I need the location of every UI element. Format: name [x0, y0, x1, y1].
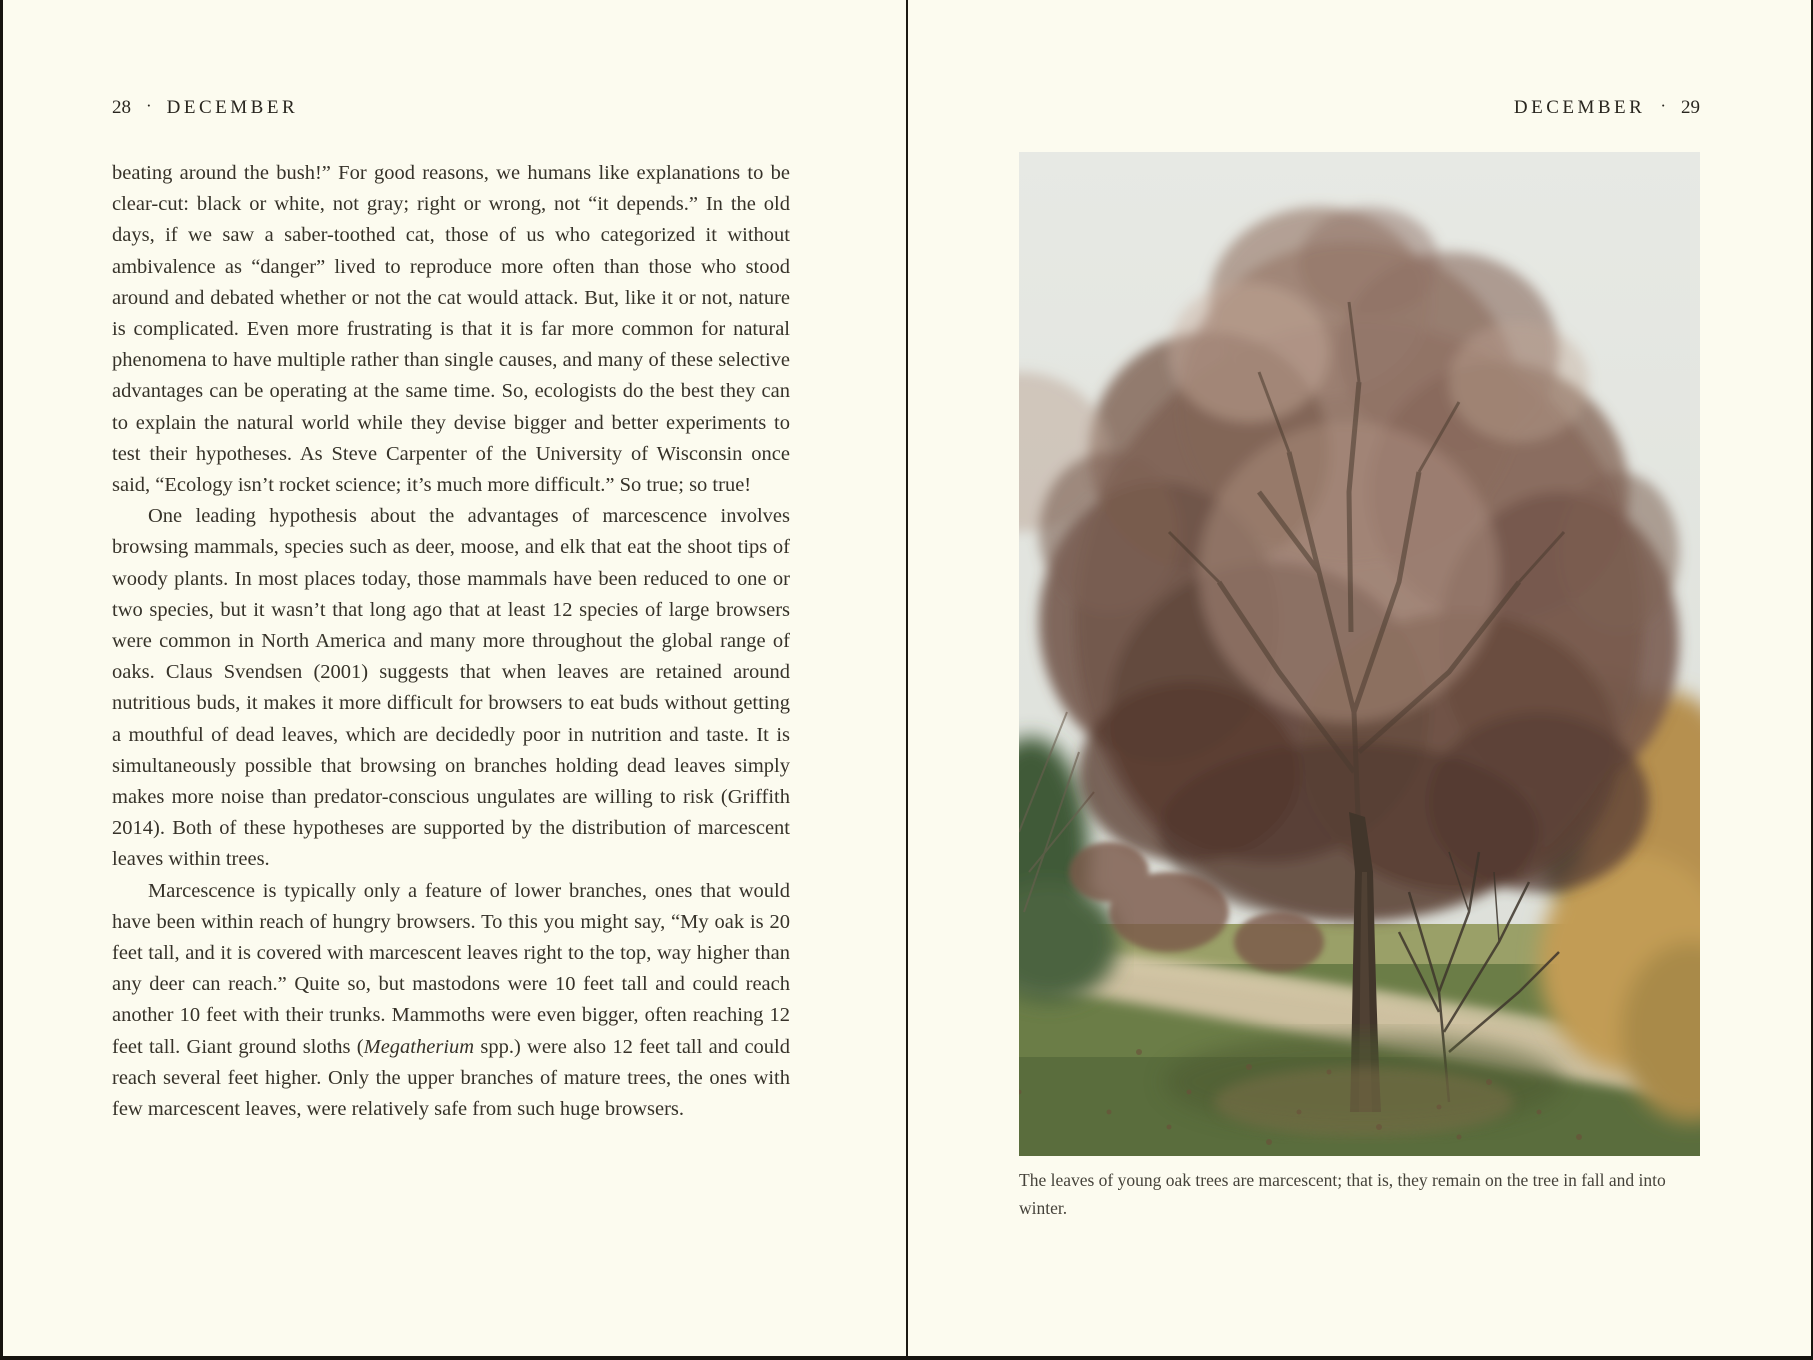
paragraph-3	[112, 876, 790, 1126]
left-section-title: DECEMBER	[166, 97, 299, 118]
separator-dot: ·	[146, 96, 152, 115]
paragraph-3-italic-species: Megatherium	[363, 1035, 475, 1058]
paragraph-1: beating around the bush!” For good reasons, we humans like explanations to be clear-cut: black or white, not gray; right or wrong, not “it depends.” In the old days, if we saw a saber-toothed cat, those of us who categorized it without ambivalence as “danger” lived to reproduce more often than those who stood around and debated whether or not the cat would attack. But, like it or not, nature is complicated. Even more frustrating is that it is far more common for natural phenomena to have multiple rather than single causes, and many of these selective advantages can be operating at the same time. So, ecologists do the best they can to explain the natural world while they devise bigger and better experiments to test their hypotheses. As Steve Carpenter of the University of Wisconsin once said, “Ecology isn’t rocket science; it’s much more difficult.” So true; so true!	[112, 162, 790, 497]
left-running-head	[112, 97, 298, 119]
oak-tree-illustration	[1019, 152, 1700, 1156]
photo-caption: The leaves of young oak trees are marcescent; that is, they remain on the tree in fall and into winter.	[1019, 1170, 1666, 1218]
paragraph-3-text: Marcescence is typically only a feature of lower branches, ones that would have been within reach of hungry browsers. To this you might say, “My oak is 20 feet tall, and it is covered with marcescent leaves right to the top, way higher than any deer can reach.” Quite so, but mastodons were 10 feet tall and could reach another 10 feet with their trunks. Mammoths were even bigger, often reaching 12 feet tall. Giant ground sloths (	[112, 879, 790, 1058]
left-page-number: 28	[112, 97, 131, 118]
scan-edge-left	[0, 0, 3, 1360]
paragraph-3-text-end: spp.) were also 12 feet tall and could reach several feet higher. Only the upper branches of mature trees, the ones with few marcescent leaves, were relatively safe from such huge browsers.	[112, 1035, 790, 1121]
page-gutter-line	[906, 0, 908, 1360]
oak-tree-photo	[1019, 152, 1700, 1156]
paragraph-2: One leading hypothesis about the advantages of marcescence involves browsing mammals, species such as deer, moose, and elk that eat the shoot tips of woody plants. In most places today, those mammals have been reduced to one or two species, but it wasn’t that long ago that at least 12 species of large browsers were common in North America and many more throughout the global range of oaks. Claus Svendsen (2001) suggests that when leaves are retained around nutritious buds, it makes it more difficult for browsers to eat buds without getting a mouthful of dead leaves, which are decidedly poor in nutrition and taste. It is simultaneously possible that browsing on branches holding dead leaves simply makes more noise than predator-conscious ungulates are willing to risk (Griffith 2014). Both of these hypotheses are supported by the distribution of marcescent leaves within trees.	[112, 505, 790, 871]
right-page-number: 29	[1681, 97, 1700, 118]
scan-edge-bottom	[0, 1356, 1813, 1360]
right-running-head	[1514, 97, 1700, 119]
body-text-column	[112, 158, 790, 1125]
separator-dot: ·	[1660, 96, 1666, 115]
right-section-title: DECEMBER	[1513, 97, 1646, 118]
